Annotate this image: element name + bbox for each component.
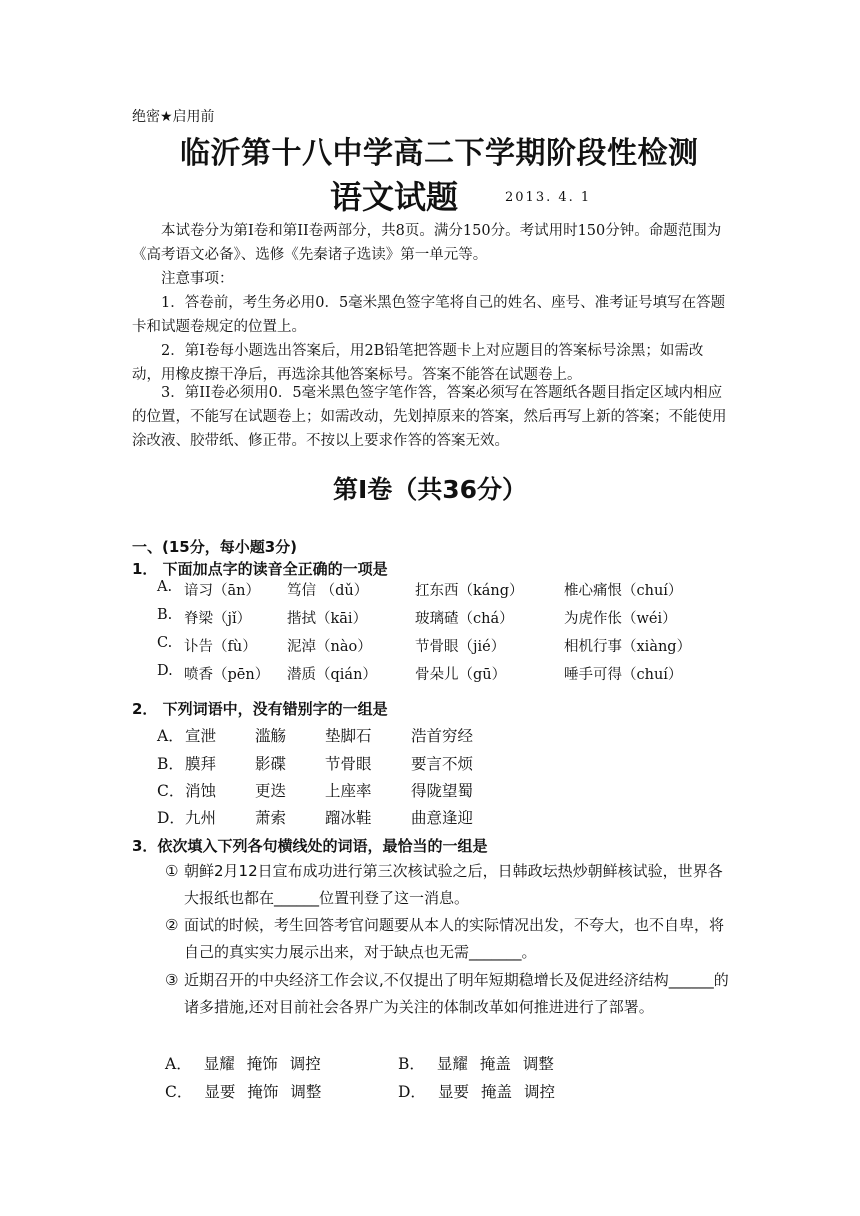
option-label: A． xyxy=(157,727,184,745)
option-item: 显耀 xyxy=(436,1055,468,1073)
notice-heading xyxy=(132,267,732,291)
option-item: 滥觞 xyxy=(255,727,287,745)
exam-subtitle: 语文试题 xyxy=(330,178,459,216)
option-item: 揩拭（kāi） xyxy=(287,611,368,627)
intro-paragraph xyxy=(132,219,732,267)
notice-item-text: 1．答卷前，考生务必用0．5毫米黑色签字笔将自己的姓名、座号、准考证号填写在答题卡和试题卷规定的位置上。 xyxy=(132,295,726,335)
option-label: D． xyxy=(398,1083,426,1101)
option-item: 要言不烦 xyxy=(411,755,474,773)
option-item: 节骨眼（jié） xyxy=(415,639,506,655)
option-item: 相机行事（xiàng） xyxy=(564,639,692,655)
q3-option-c xyxy=(165,1080,333,1102)
sentence-text: 朝鲜2月12日宣布成功进行第三次核试验之后，日韩政坛热炒朝鲜核试验，世界各大报纸也都在______位置刊登了这一消息。 xyxy=(184,862,723,907)
option-label: D． xyxy=(157,809,185,827)
option-label: C. xyxy=(157,635,173,651)
option-item: 萧索 xyxy=(255,809,287,827)
notice-item-3 xyxy=(132,381,732,453)
option-item: 调控 xyxy=(523,1083,555,1101)
option-item: 掩盖 xyxy=(479,1055,511,1073)
q3-sentence-1 xyxy=(165,858,735,912)
option-label: A. xyxy=(157,579,173,595)
q3-sentence-2 xyxy=(165,912,735,966)
option-item: 玻璃碴（chá） xyxy=(415,611,514,627)
option-label: B. xyxy=(157,607,173,623)
option-label: C． xyxy=(157,782,185,800)
option-item: 喷香（pēn） xyxy=(184,667,270,683)
sentence-number: ① xyxy=(165,862,179,880)
notice-item-1 xyxy=(132,291,732,339)
option-item: 掩饰 xyxy=(247,1083,279,1101)
option-item: 笃信 （dǔ） xyxy=(287,583,369,599)
option-item: 掩盖 xyxy=(480,1083,512,1101)
option-item: 蹓冰鞋 xyxy=(325,809,372,827)
option-item: 曲意逢迎 xyxy=(411,809,474,827)
sentence-text: 面试的时候，考生回答考官问题要从本人的实际情况出发，不夸大，也不自卑，将自己的真实实力展示出来，对于缺点也无需_______。 xyxy=(184,916,725,961)
option-item: 显要 xyxy=(437,1083,469,1101)
exam-date: 2013. 4. 1 xyxy=(505,190,592,205)
option-item: 显耀 xyxy=(203,1055,235,1073)
option-label: B． xyxy=(157,755,184,773)
option-item: 垫脚石 xyxy=(325,727,372,745)
sentence-number: ③ xyxy=(165,971,179,989)
q3-sentence-3 xyxy=(165,967,735,1021)
option-label: A． xyxy=(165,1055,192,1073)
notice-label: 注意事项： xyxy=(161,271,234,287)
option-item: 更迭 xyxy=(255,782,287,800)
option-item: 上座率 xyxy=(325,782,372,800)
option-item: 调整 xyxy=(522,1055,554,1073)
option-item: 调整 xyxy=(290,1083,322,1101)
sentence-text: 近期召开的中央经济工作会议,不仅提出了明年短期稳增长及促进经济结构______的诸多措施,还对目前社会各界广为关注的体制改革如何推进进行了部署。 xyxy=(184,971,729,1016)
option-item: 泥淖（nào） xyxy=(287,639,372,655)
option-item: 膜拜 xyxy=(185,755,217,773)
option-item: 浩首穷经 xyxy=(411,727,474,745)
option-item: 椎心痛恨（chuí） xyxy=(564,583,683,599)
option-item: 九州 xyxy=(185,809,217,827)
part-heading: 一、(15分，每小题3分) xyxy=(132,538,298,556)
confidential-label: 绝密★启用前 xyxy=(132,109,215,125)
option-item: 宣泄 xyxy=(185,727,217,745)
option-item: 讣告（fù） xyxy=(184,639,257,655)
option-item: 显要 xyxy=(204,1083,236,1101)
notice-item-2 xyxy=(132,339,732,387)
exam-title: 临沂第十八中学高二下学期阶段性检测 xyxy=(180,136,699,171)
intro-text: 本试卷分为第Ⅰ卷和第II卷两部分，共8页。满分150分。考试用时150分钟。命题范围为《高考语文必备》、选修《先秦诸子选读》第一单元等。 xyxy=(132,223,722,263)
section-title: 第Ⅰ卷（共36分） xyxy=(332,475,528,504)
option-label: D. xyxy=(157,663,173,679)
q3-option-a xyxy=(165,1052,333,1074)
notice-item-text: 2．第Ⅰ卷每小题选出答案后，用2B铅笔把答题卡上对应题目的答案标号涂黑；如需改动，用橡皮擦干净后，再选涂其他答案标号。答案不能答在试题卷上。 xyxy=(132,343,704,383)
option-item: 脊梁（jǐ） xyxy=(184,611,252,627)
option-item: 影碟 xyxy=(255,755,287,773)
option-item: 掩饰 xyxy=(246,1055,278,1073)
question-2-stem: 2． 下列词语中，没有错别字的一组是 xyxy=(132,700,388,718)
option-item: 扛东西（káng） xyxy=(415,583,524,599)
option-label: C． xyxy=(165,1083,193,1101)
q3-option-d xyxy=(398,1080,567,1102)
q3-option-b xyxy=(398,1052,566,1074)
option-item: 为虎作伥（wéi） xyxy=(564,611,677,627)
option-item: 调控 xyxy=(289,1055,321,1073)
sentence-number: ② xyxy=(165,916,179,934)
option-item: 潜质（qián） xyxy=(287,667,377,683)
option-item: 骨朵儿（gū） xyxy=(415,667,507,683)
option-item: 谙习（ān） xyxy=(184,583,260,599)
option-item: 节骨眼 xyxy=(325,755,372,773)
question-3-stem: 3．依次填入下列各句横线处的词语，最恰当的一组是 xyxy=(132,837,488,855)
notice-item-text: 3．第II卷必须用0．5毫米黑色签字笔作答，答案必须写在答题纸各题目指定区域内相应的位置，不能写在试题卷上；如需改动，先划掉原来的答案，然后再写上新的答案；不能使用涂改液、胶带纸、修正带。不按以上要求作答的答案无效。 xyxy=(132,385,727,449)
option-item: 得陇望蜀 xyxy=(411,782,474,800)
option-item: 唾手可得（chuí） xyxy=(564,667,683,683)
option-item: 消蚀 xyxy=(185,782,217,800)
question-1-stem: 1． 下面加点字的读音全正确的一项是 xyxy=(132,560,388,578)
option-label: B． xyxy=(398,1055,425,1073)
